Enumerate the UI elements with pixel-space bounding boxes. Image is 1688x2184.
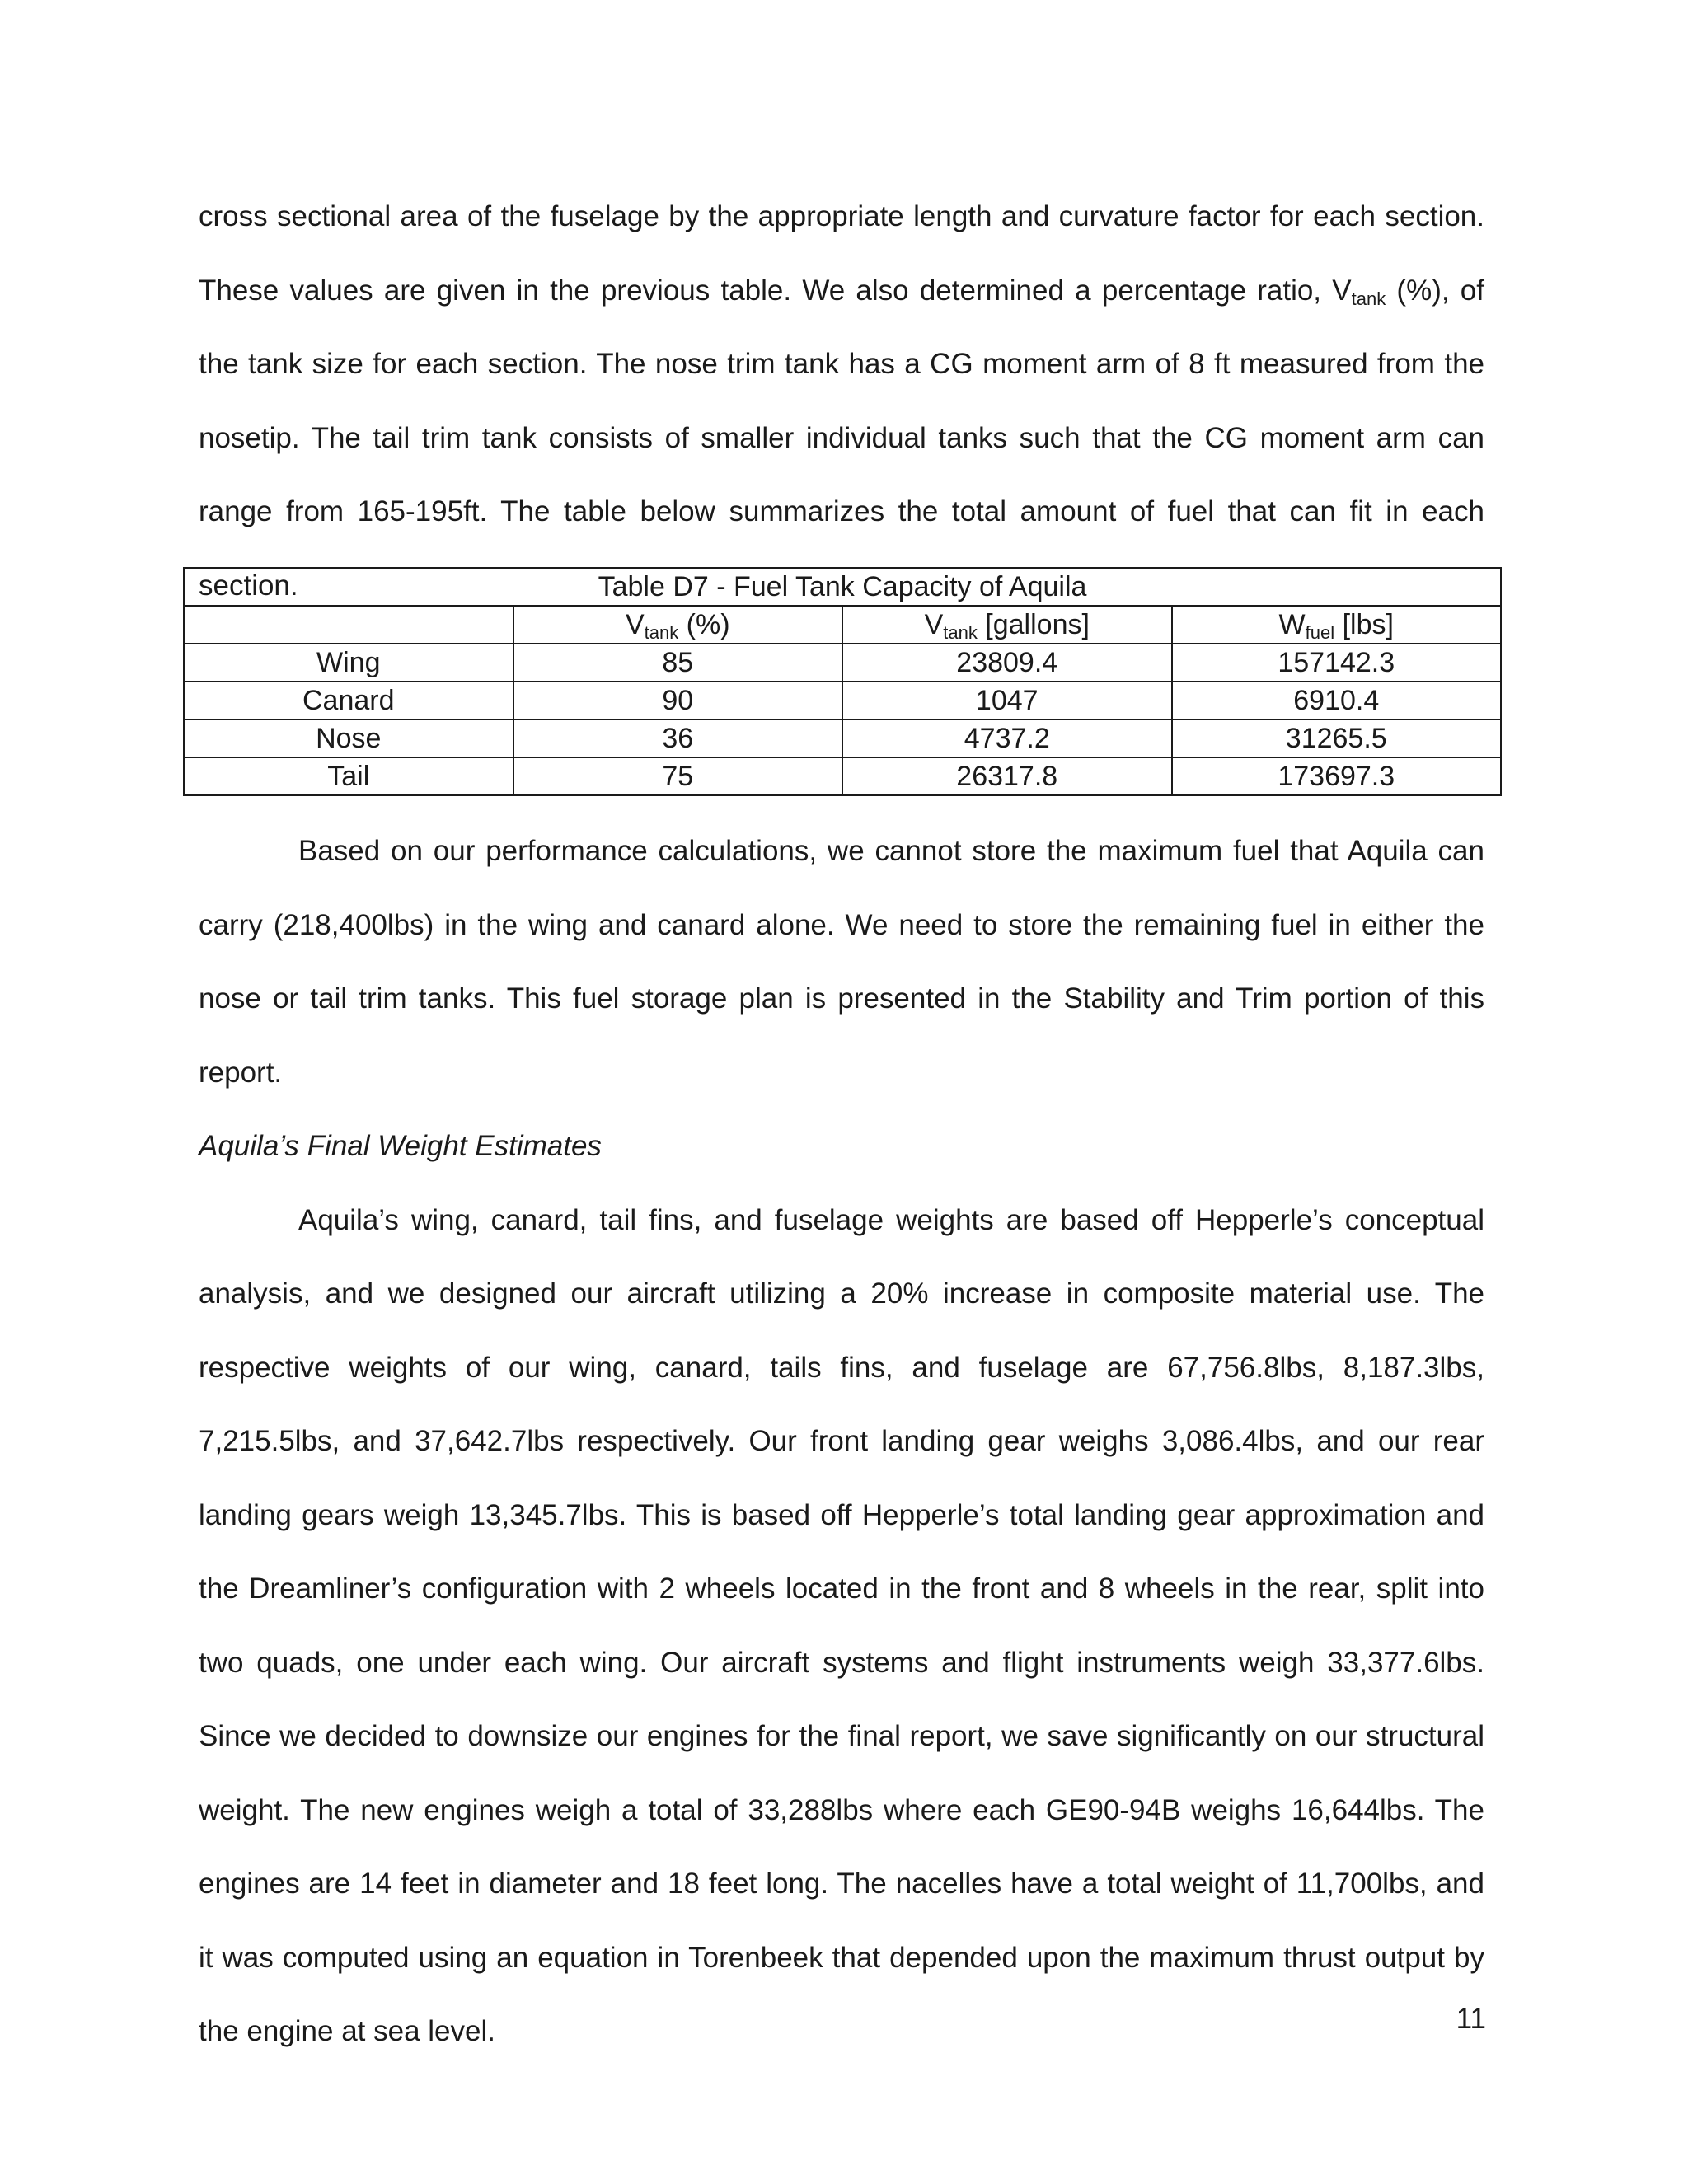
table-cell: 173697.3 — [1172, 757, 1502, 795]
table-cell: 6910.4 — [1172, 682, 1502, 719]
table-header-row — [184, 606, 1501, 644]
fuel-storage-paragraph: Based on our performance calculations, we cannot store the maximum fuel that Aquila can carry (218,400lbs) in the wing and canard alone. We need to store the remaining fuel in either the nose or tail trim tanks. This fuel storage plan is presented in the Stability and Trim portion of this report. — [199, 835, 1484, 1089]
header-cell-vtank-percent: $V_{tank}$ (%) — [513, 606, 843, 644]
intro-subscript: tank — [1351, 288, 1386, 309]
fuel-tank-table — [183, 567, 1502, 796]
table-cell: 31265.5 — [1172, 719, 1502, 757]
fuel-storage-paragraph-block — [199, 814, 1484, 2069]
table-cell: 75 — [513, 757, 843, 795]
table-cell: 90 — [513, 682, 843, 719]
table-cell: Tail — [184, 757, 513, 795]
intro-text-part-1: cross sectional area of the fuselage by the appropriate length and curvature factor for each section. These values are given in the previous table. We also determined a percentage ratio, V — [199, 200, 1484, 307]
weights-paragraph: Aquila’s wing, canard, tail fins, and fuselage weights are based off Hepperle’s conceptual analysis, and we designed our aircraft utilizing a 20% increase in composite material use. The respective weights of our wing, canard, tails fins, and fuselage are 67,756.8lbs, 8,187.3lbs, 7,215.5lbs, and 37,642.7lbs respectively. Our front landing gear weighs 3,086.4lbs, and our rear landing gears weigh 13,345.7lbs. This is based off Hepperle’s total landing gear approximation and the Dreamliner’s configuration with 2 wheels located in the front and 8 wheels in the rear, split into two quads, one under each wing. Our aircraft systems and flight instruments weigh 33,377.6lbs. Since we decided to downsize our engines for the final report, we save significantly on our structural weight. The new engines weigh a total of 33,288lbs where each GE90-94B weighs 16,644lbs. The engines are 14 feet in diameter and 18 feet long. The nacelles have a total weight of 11,700lbs, and it was computed using an equation in Torenbeek that depended upon the maximum thrust output by the engine at sea level. — [199, 1203, 1484, 2047]
table-row — [184, 757, 1501, 795]
table-cell: 4737.2 — [842, 719, 1172, 757]
table-cell: Canard — [184, 682, 513, 719]
table-cell: 85 — [513, 644, 843, 682]
table-cell: 26317.8 — [842, 757, 1172, 795]
table-cell: Nose — [184, 719, 513, 757]
table-cell: 157142.3 — [1172, 644, 1502, 682]
table-cell: Wing — [184, 644, 513, 682]
page-number: 11 — [1456, 2003, 1486, 2035]
section-heading: Aquila’s Final Weight Estimates — [199, 1130, 602, 1162]
intro-paragraph — [199, 180, 1484, 622]
header-cell-vtank-gallons: $V_{tank}$ [gallons] — [842, 606, 1172, 644]
table-cell: 36 — [513, 719, 843, 757]
table-cell: 1047 — [842, 682, 1172, 719]
table-row — [184, 644, 1501, 682]
table-row — [184, 719, 1501, 757]
table-row — [184, 682, 1501, 719]
table-cell: 23809.4 — [842, 644, 1172, 682]
table-caption: Table D7 - Fuel Tank Capacity of Aquila — [184, 568, 1501, 606]
header-cell-empty — [184, 606, 513, 644]
header-cell-wfuel-lbs: $W_{fuel}$ [lbs] — [1172, 606, 1502, 644]
intro-text-part-2: (%), of the tank size for each section. The nose trim tank has a CG moment arm of 8 ft measured from the nosetip. The tail trim tank consists of smaller individual tanks such that the CG moment arm can range from 165-195ft. The table below summarizes the total amount of fuel that can fit in each section. — [199, 274, 1484, 602]
